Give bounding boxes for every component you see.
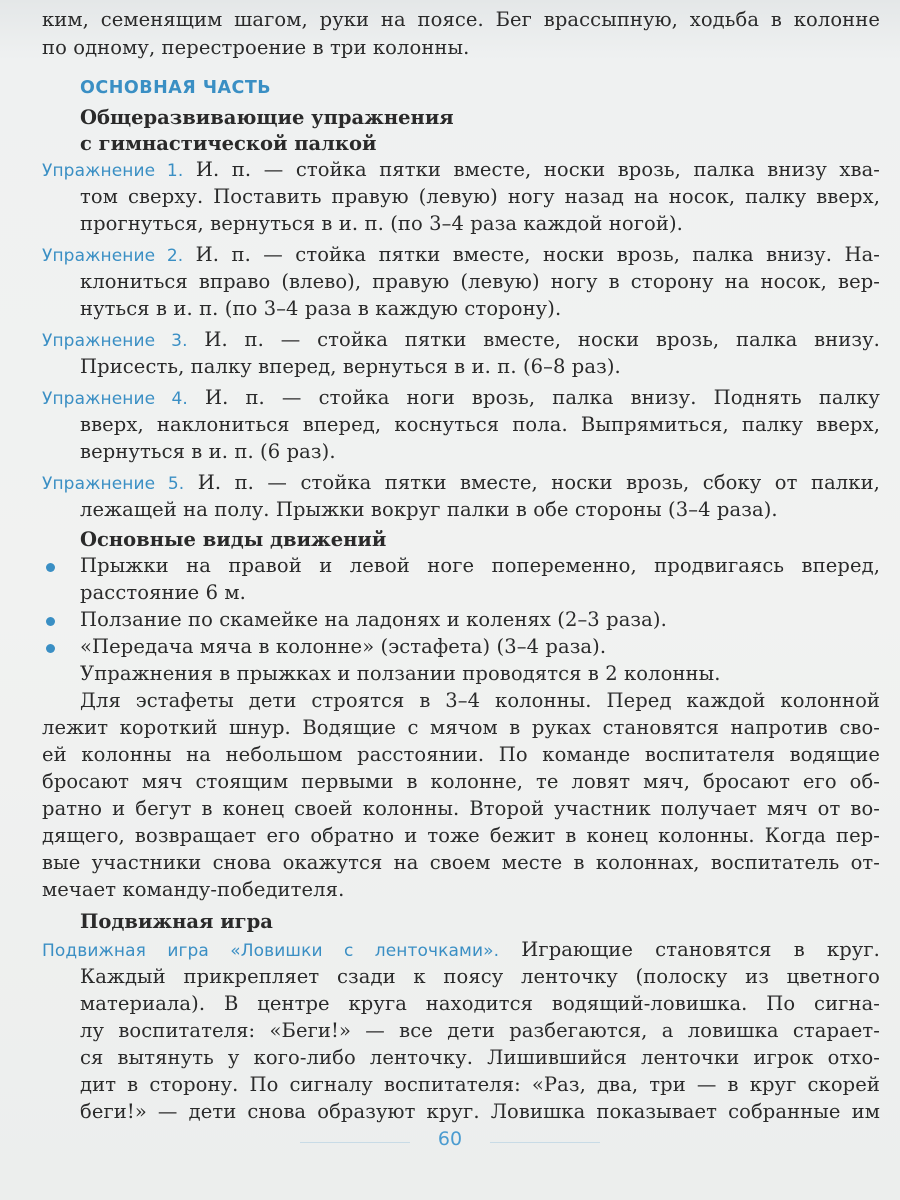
exercise-label: Упражнение 5. xyxy=(42,474,185,494)
bullet-dot-icon xyxy=(46,644,55,653)
paragraph-jumps: Упражнения в прыжках и ползании проводятся в 2 колонны. xyxy=(80,662,721,685)
exercise-2-line-3: нуться в и. п. (по 3–4 раза в каждую сторону). xyxy=(80,297,562,320)
bullet-item-2: Ползание по скамейке на ладонях и коленях (2–3 раза). xyxy=(80,608,667,631)
exercise-3 xyxy=(42,326,880,355)
bullet-item-3: «Передача мяча в колонне» (эстафета) (3–4 раза). xyxy=(80,635,607,658)
exercise-2-line-2: клониться вправо (влево), правую (левую) ногу в сторону на носок, вер- xyxy=(80,270,880,293)
game-description xyxy=(42,936,880,965)
exercise-label: Упражнение 1. xyxy=(42,161,184,181)
paragraph-relay-line-1: Для эстафеты дети строятся в 3–4 колонны. Перед каждой колонной xyxy=(80,689,880,712)
exercise-5-line-2: лежащей на полу. Прыжки вокруг палки в обе стороны (3–4 раза). xyxy=(80,498,778,521)
page-number-rule-left xyxy=(300,1142,410,1143)
subheading-exercises-line-1: Общеразвивающие упражнения xyxy=(80,106,454,129)
exercise-3-line-2: Присесть, палку вперед, вернуться в и. п. (6–8 раз). xyxy=(80,355,621,378)
intro-line-2: по одному, перестроение в три колонны. xyxy=(42,36,470,59)
exercise-1-line-2: том сверху. Поставить правую (левую) ногу назад на носок, палку вверх, xyxy=(80,185,880,208)
exercise-5 xyxy=(42,469,880,498)
exercise-4 xyxy=(42,384,880,413)
paragraph-relay-line-6: дящего, возвращает его обратно и тоже бежит в конец колонны. Когда пер- xyxy=(42,824,880,847)
game-line-4: лу воспитателя: «Беги!» — все дети разбегаются, а ловишка старает- xyxy=(80,1019,880,1042)
exercise-label: Упражнение 2. xyxy=(42,246,184,266)
paragraph-relay-line-4: бросают мяч стоящим первыми в колонне, те ловят мяч, бросают его об- xyxy=(42,770,880,793)
exercise-text: И. п. — стойка ноги врозь, палка внизу. Поднять палку xyxy=(204,386,880,409)
exercise-text: И. п. — стойка пятки вместе, носки врозь, палка внизу. xyxy=(204,328,880,351)
exercise-1 xyxy=(42,156,880,185)
game-label: Подвижная игра «Ловишки с ленточками». xyxy=(42,941,500,961)
paragraph-relay-line-8: мечает команду-победителя. xyxy=(42,878,345,901)
game-line-2: Каждый прикрепляет сзади к поясу ленточку (полоску из цветного xyxy=(80,965,880,988)
page-number-rule-right xyxy=(490,1142,600,1143)
game-line-7: беги!» — дети снова образуют круг. Ловишка показывает собранные им xyxy=(80,1100,880,1123)
game-line-3: материала). В центре круга находится водящий-ловишка. По сигна- xyxy=(80,992,880,1015)
exercise-label: Упражнение 4. xyxy=(42,389,188,409)
bullet-dot-icon xyxy=(46,563,55,572)
paragraph-relay-line-3: ей колонны на небольшом расстоянии. По команде воспитателя водящие xyxy=(42,743,880,766)
subheading-exercises-line-2: с гимнастической палкой xyxy=(80,132,377,155)
subheading-movements: Основные виды движений xyxy=(80,528,387,551)
exercise-label: Упражнение 3. xyxy=(42,331,188,351)
subheading-game: Подвижная игра xyxy=(80,910,273,933)
section-title: ОСНОВНАЯ ЧАСТЬ xyxy=(80,78,272,98)
intro-line-1: ким, семенящим шагом, руки на поясе. Бег врассыпную, ходьба в колонне xyxy=(42,8,880,31)
paragraph-relay-line-7: вые участники снова окажутся на своем месте в колоннах, воспитатель от- xyxy=(42,851,880,874)
paragraph-relay-line-2: лежит короткий шнур. Водящие с мячом в руках становятся напротив сво- xyxy=(42,716,880,739)
exercise-text: И. п. — стойка пятки вместе, носки врозь, палка внизу хва- xyxy=(195,158,880,181)
bullet-item-1-line-2: расстояние 6 м. xyxy=(80,581,246,604)
bullet-item-1: Прыжки на правой и левой ноге попеременно, продвигаясь вперед, xyxy=(80,554,880,577)
exercise-2 xyxy=(42,241,880,270)
exercise-4-line-3: вернуться в и. п. (6 раз). xyxy=(80,440,336,463)
exercise-4-line-2: вверх, наклониться вперед, коснуться пола. Выпрямиться, палку вверх, xyxy=(80,413,880,436)
exercise-text: И. п. — стойка пятки вместе, носки врозь, сбоку от палки, xyxy=(197,471,880,494)
game-line-6: дит в сторону. По сигналу воспитателя: «Раз, два, три — в круг скорей xyxy=(80,1073,880,1096)
exercise-text: И. п. — стойка пятки вместе, носки врозь, палка внизу. На- xyxy=(195,243,880,266)
game-line-5: ся вытянуть у кого-либо ленточку. Лишившийся ленточки игрок отхо- xyxy=(80,1046,880,1069)
game-text: Играющие становятся в круг. xyxy=(521,938,880,961)
page-number: 60 xyxy=(437,1128,463,1150)
bullet-dot-icon xyxy=(46,617,55,626)
exercise-1-line-3: прогнуться, вернуться в и. п. (по 3–4 раза каждой ногой). xyxy=(80,212,683,235)
paragraph-relay-line-5: ратно и бегут в конец своей колонны. Второй участник получает мяч от во- xyxy=(42,797,880,820)
